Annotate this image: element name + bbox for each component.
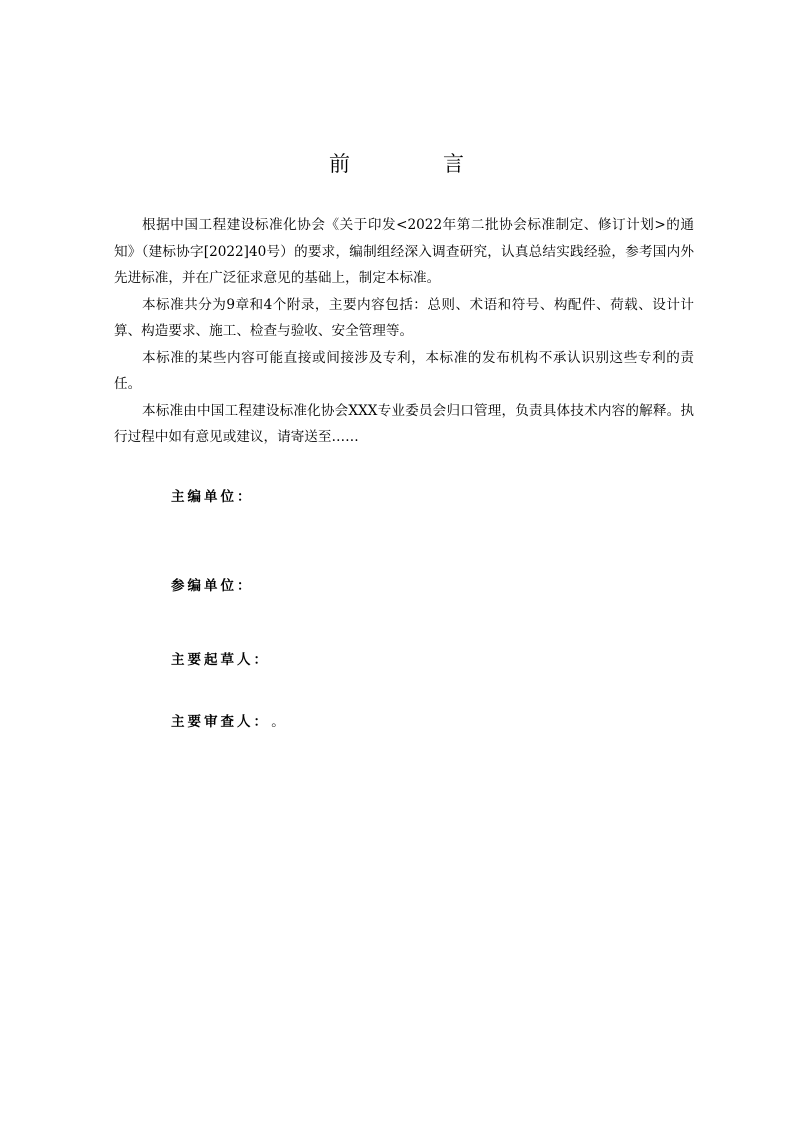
- participating-unit-label: [171, 576, 254, 596]
- main-drafters-label: [171, 650, 270, 670]
- preface-body: [114, 212, 694, 451]
- page-title: 前 言: [329, 152, 500, 176]
- chief-editor-unit-text: 主编单位：: [171, 489, 254, 505]
- preface-paragraph-3: 本标准的某些内容可能直接或间接涉及专利，本标准的发布机构不承认识别这些专利的责任。: [114, 349, 694, 392]
- main-reviewers-suffix: 。: [271, 714, 288, 730]
- preface-paragraph-2: 本标准共分为9章和4个附录，主要内容包括：总则、术语和符号、构配件、荷载、设计计算、构造要求、施工、检查与验收、安全管理等。: [114, 296, 694, 339]
- preface-paragraph-1: 根据中国工程建设标准化协会《关于印发<2022年第二批协会标准制定、修订计划>的通知》（建标协字[2022]40号）的要求，编制组经深入调查研究，认真总结实践经验，参考国内外先进标准，并在广泛征求意见的基础上，制定本标准。: [114, 217, 694, 286]
- main-reviewers-label: [171, 712, 288, 732]
- chief-editor-unit-label: [171, 487, 254, 507]
- main-drafters-text: 主要起草人：: [171, 652, 270, 668]
- main-reviewers-text: 主要审查人：: [171, 714, 264, 730]
- preface-paragraph-4: 本标准由中国工程建设标准化协会XXX专业委员会归口管理，负责具体技术内容的解释。执行过程中如有意见或建议，请寄送至……: [114, 402, 694, 445]
- participating-unit-text: 参编单位：: [171, 578, 254, 594]
